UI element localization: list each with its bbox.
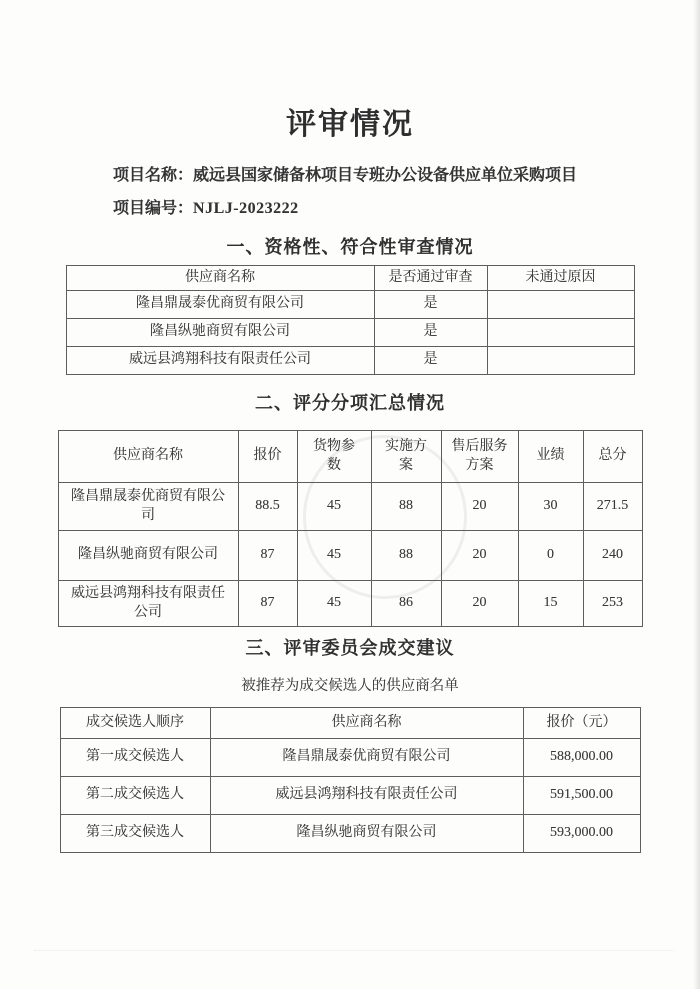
project-name-label: 项目名称： (113, 167, 194, 184)
cell-goods-params: 45 (297, 531, 371, 581)
table-header-row (60, 708, 640, 739)
cell-candidate-rank: 第三成交候选人 (60, 815, 210, 853)
header-cell-price-score: 报价 (238, 431, 297, 483)
project-number-label: 项目编号： (113, 200, 194, 217)
cell-pass-review: 是 (374, 347, 487, 375)
page-title: 评审情况 (286, 108, 414, 141)
project-name-value: 威远县国家储备林项目专班办公设备供应单位采购项目 (193, 167, 578, 184)
cell-aftersales-plan: 20 (441, 531, 518, 581)
table-header-row (58, 431, 642, 483)
cell-supplier-name: 隆昌鼎晟泰优商贸有限公司 (58, 483, 238, 531)
cell-candidate-rank: 第二成交候选人 (60, 777, 210, 815)
cell-fail-reason (487, 319, 634, 347)
header-cell-goods-params: 货物参数 (297, 431, 371, 483)
table-row (66, 347, 634, 375)
table-row (66, 319, 634, 347)
cell-total-score: 271.5 (583, 483, 642, 531)
project-number-line (113, 198, 700, 220)
cell-performance: 15 (518, 581, 583, 627)
table-header-row (66, 266, 634, 291)
section-3-heading: 三、评审委员会成交建议 (245, 638, 455, 658)
table-row (58, 581, 642, 627)
cell-supplier-name: 隆昌鼎晟泰优商贸有限公司 (210, 739, 523, 777)
cell-total-score: 240 (583, 531, 642, 581)
header-cell-total-score: 总分 (583, 431, 642, 483)
cell-pass-review: 是 (374, 291, 487, 319)
cell-implementation-plan: 88 (371, 531, 441, 581)
cell-implementation-plan: 88 (371, 483, 441, 531)
cell-pass-review: 是 (374, 319, 487, 347)
cell-supplier-name: 隆昌纵驰商贸有限公司 (66, 319, 374, 347)
table-row (60, 777, 640, 815)
header-cell-pass-review: 是否通过审查 (374, 266, 487, 291)
table-row (66, 291, 634, 319)
table-row (58, 531, 642, 581)
cell-price-score: 87 (238, 581, 297, 627)
cell-implementation-plan: 86 (371, 581, 441, 627)
section-2-heading: 二、评分分项汇总情况 (255, 393, 445, 413)
header-cell-quoted-price: 报价（元） (523, 708, 640, 739)
table-row (60, 815, 640, 853)
header-cell-supplier-name: 供应商名称 (210, 708, 523, 739)
cell-supplier-name: 隆昌纵驰商贸有限公司 (210, 815, 523, 853)
candidate-list-subtitle: 被推荐为成交候选人的供应商名单 (241, 678, 459, 694)
header-cell-supplier-name: 供应商名称 (66, 266, 374, 291)
cell-fail-reason (487, 347, 634, 375)
cell-aftersales-plan: 20 (441, 483, 518, 531)
candidate-recommendation-table (60, 707, 641, 853)
cell-total-score: 253 (583, 581, 642, 627)
header-cell-candidate-rank: 成交候选人顺序 (60, 708, 210, 739)
header-cell-aftersales-plan: 售后服务方案 (441, 431, 518, 483)
table-row (58, 483, 642, 531)
cell-goods-params: 45 (297, 581, 371, 627)
project-number-value: NJLJ-2023222 (193, 200, 299, 217)
cell-supplier-name: 威远县鸿翔科技有限责任公司 (66, 347, 374, 375)
cell-aftersales-plan: 20 (441, 581, 518, 627)
score-summary-table (58, 430, 643, 627)
project-name-line (113, 165, 700, 187)
cell-quoted-price: 593,000.00 (523, 815, 640, 853)
cell-candidate-rank: 第一成交候选人 (60, 739, 210, 777)
qualification-review-table (66, 265, 635, 375)
header-cell-fail-reason: 未通过原因 (487, 266, 634, 291)
header-cell-performance: 业绩 (518, 431, 583, 483)
cell-quoted-price: 591,500.00 (523, 777, 640, 815)
cell-supplier-name: 威远县鸿翔科技有限责任公司 (58, 581, 238, 627)
section-1-heading: 一、资格性、符合性审查情况 (226, 237, 474, 257)
cell-price-score: 87 (238, 531, 297, 581)
cell-performance: 0 (518, 531, 583, 581)
cell-supplier-name: 威远县鸿翔科技有限责任公司 (210, 777, 523, 815)
cell-price-score: 88.5 (238, 483, 297, 531)
cell-quoted-price: 588,000.00 (523, 739, 640, 777)
cell-supplier-name: 隆昌纵驰商贸有限公司 (58, 531, 238, 581)
header-cell-supplier-name: 供应商名称 (58, 431, 238, 483)
table-row (60, 739, 640, 777)
cell-supplier-name: 隆昌鼎晟泰优商贸有限公司 (66, 291, 374, 319)
scan-noise-line (34, 950, 674, 951)
cell-fail-reason (487, 291, 634, 319)
header-cell-implementation-plan: 实施方案 (371, 431, 441, 483)
cell-performance: 30 (518, 483, 583, 531)
cell-goods-params: 45 (297, 483, 371, 531)
